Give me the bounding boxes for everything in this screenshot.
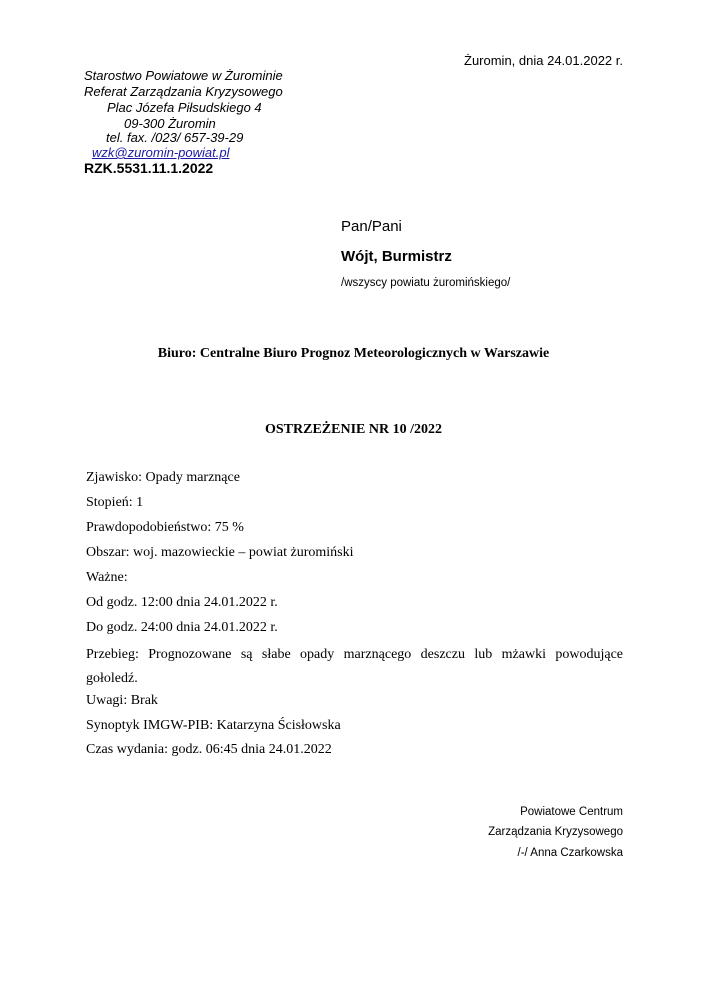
field-valid-from: Od godz. 12:00 dnia 24.01.2022 r. [86, 595, 278, 610]
recipient-note: /wszyscy powiatu żuromińskiego/ [341, 277, 511, 289]
recipient-title: Wójt, Burmistrz [341, 248, 452, 265]
field-phenomenon: Zjawisko: Opady marznące [86, 470, 240, 485]
field-valid: Ważne: [86, 570, 128, 585]
field-issued-time: Czas wydania: godz. 06:45 dnia 24.01.2022 [86, 742, 332, 757]
sender-email-link[interactable]: wzk@zuromin-powiat.pl [92, 145, 230, 160]
recipient-salutation: Pan/Pani [341, 218, 402, 235]
sender-office-name: Starostwo Powiatowe w Żurominie [84, 68, 283, 83]
field-degree: Stopień: 1 [86, 495, 144, 510]
document-date: Żuromin, dnia 24.01.2022 r. [464, 53, 623, 68]
field-forecaster: Synoptyk IMGW-PIB: Katarzyna Ścisłowska [86, 718, 341, 733]
field-valid-to: Do godz. 24:00 dnia 24.01.2022 r. [86, 620, 278, 635]
field-area: Obszar: woj. mazowieckie – powiat żuromiński [86, 545, 354, 560]
field-remarks: Uwagi: Brak [86, 693, 158, 708]
reference-number: RZK.5531.11.1.2022 [84, 160, 214, 176]
signature-name: /-/ Anna Czarkowska [517, 847, 623, 859]
field-course: Przebieg: Prognozowane są słabe opady marznącego deszczu lub mżawki powodujące gołoledź. [86, 647, 623, 686]
bureau-heading: Biuro: Centralne Biuro Prognoz Meteorologicznych w Warszawie [157, 346, 550, 361]
sender-street: Plac Józefa Piłsudskiego 4 [107, 100, 262, 115]
signature-org-line-2: Zarządzania Kryzysowego [488, 826, 623, 838]
sender-phone: tel. fax. /023/ 657-39-29 [106, 130, 244, 145]
field-probability: Prawdopodobieństwo: 75 % [86, 520, 244, 535]
signature-org-line-1: Powiatowe Centrum [520, 806, 623, 818]
sender-city: 09-300 Żuromin [124, 116, 216, 131]
sender-department: Referat Zarządzania Kryzysowego [84, 84, 283, 99]
warning-title: OSTRZEŻENIE NR 10 /2022 [265, 422, 442, 437]
